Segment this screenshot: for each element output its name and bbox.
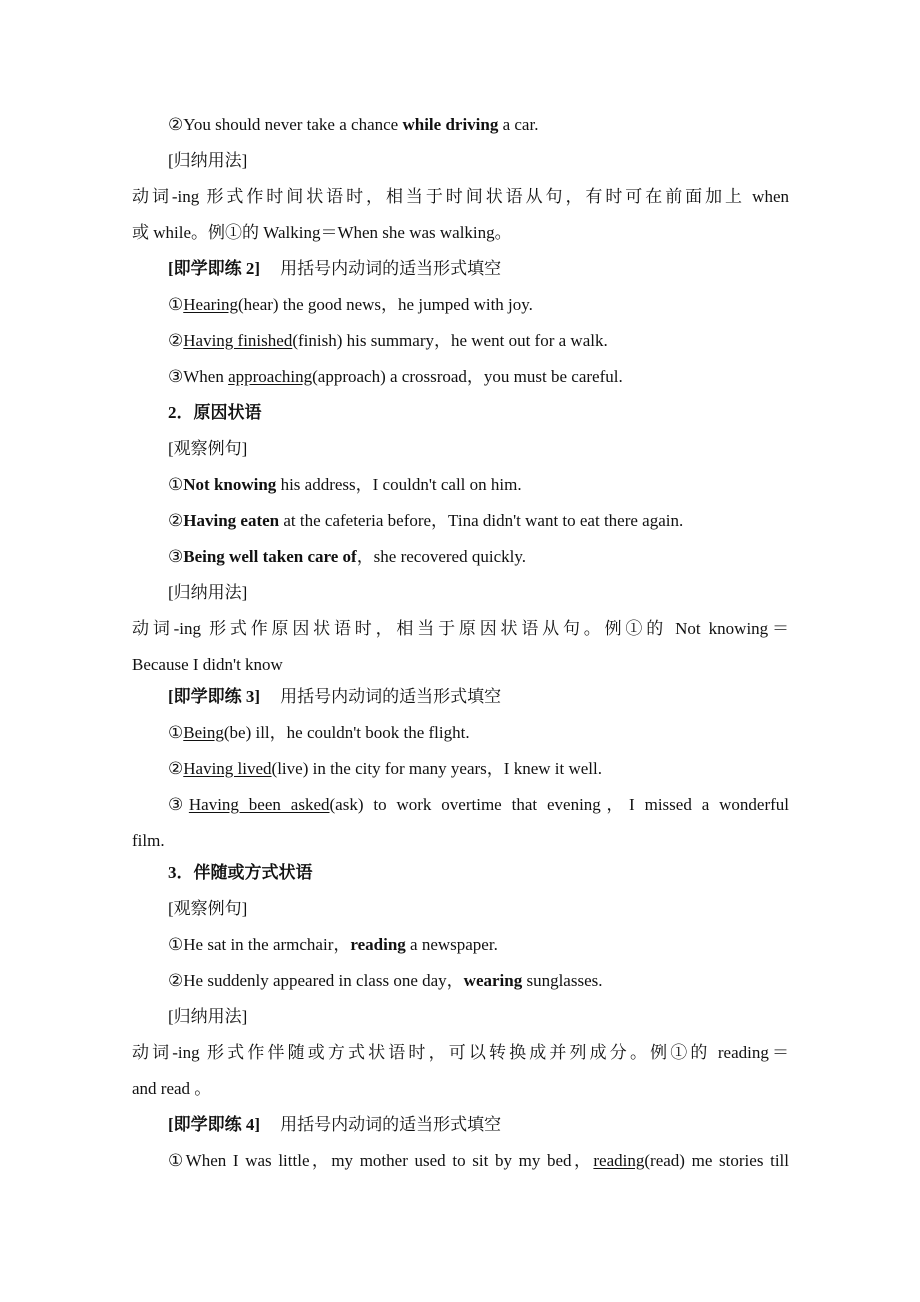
key-phrase: while driving [402, 115, 499, 134]
practice-tag: [即学即练 3] [168, 687, 261, 706]
practice-item: ③Having been asked(ask) to work overtime that evening，I missed a wonderful [168, 795, 790, 814]
practice-header: [即学即练 3] 用括号内动词的适当形式填空 [168, 687, 502, 706]
example-sentence: ①He sat in the armchair，reading a newspaper. [168, 935, 498, 954]
example-sentence: ③Being well taken care of，she recovered quickly. [168, 547, 526, 566]
example-sentence: ②He suddenly appeared in class one day，wearing sunglasses. [168, 971, 603, 990]
rule-text: 动词-ing 形式作原因状语时，相当于原因状语从句。例①的 Not knowing＝ [132, 619, 789, 638]
section-label: [归纳用法] [168, 583, 248, 602]
section-heading: 2．原因状语 [168, 403, 262, 422]
section-label: [观察例句] [168, 899, 248, 918]
rule-text: 动词-ing 形式作伴随或方式状语时，可以转换成并列成分。例①的 reading＝ [132, 1043, 789, 1062]
key-phrase: Having eaten [183, 511, 280, 530]
practice-item: ①Being(be) ill，he couldn't book the flight. [168, 723, 470, 742]
key-phrase: reading [350, 935, 406, 954]
key-phrase: Being well taken care of [183, 547, 357, 566]
example-sentence: ②You should never take a chance while driving a car. [168, 115, 539, 134]
answer-blank: Hearing [183, 295, 239, 314]
key-phrase: wearing [463, 971, 523, 990]
section-label: [归纳用法] [168, 151, 248, 170]
rule-text: and read 。 [132, 1079, 212, 1098]
answer-blank: Having finished [183, 331, 293, 350]
practice-tag: [即学即练 2] [168, 259, 261, 278]
practice-header: [即学即练 2] 用括号内动词的适当形式填空 [168, 259, 502, 278]
section-heading: 3．伴随或方式状语 [168, 863, 313, 882]
answer-blank: Being [183, 723, 224, 742]
rule-text: 或 while。例①的 Walking＝When she was walking。 [132, 223, 512, 242]
practice-tag: [即学即练 4] [168, 1115, 261, 1134]
answer-blank: approaching [228, 367, 313, 386]
section-label: [观察例句] [168, 439, 248, 458]
practice-item: ①Hearing(hear) the good news，he jumped with joy. [168, 295, 533, 314]
answer-blank: Having lived [183, 759, 272, 778]
rule-text: Because I didn't know [132, 655, 283, 674]
practice-item: ②Having finished(finish) his summary，he went out for a walk. [168, 331, 608, 350]
answer-blank: Having been asked [188, 795, 330, 814]
practice-item-continuation: film. [132, 831, 165, 850]
practice-header: [即学即练 4] 用括号内动词的适当形式填空 [168, 1115, 502, 1134]
practice-item: ③When approaching(approach) a crossroad，you must be careful. [168, 367, 623, 386]
answer-blank: reading [593, 1151, 645, 1170]
key-phrase: Not knowing [183, 475, 277, 494]
practice-item: ①When I was little，my mother used to sit by my bed，reading(read) me stories till [168, 1151, 789, 1170]
section-label: [归纳用法] [168, 1007, 248, 1026]
practice-item: ②Having lived(live) in the city for many years，I knew it well. [168, 759, 603, 778]
example-sentence: ①Not knowing his address，I couldn't call on him. [168, 475, 522, 494]
rule-text: 动词-ing 形式作时间状语时，相当于时间状语从句，有时可在前面加上 when [132, 187, 789, 206]
example-sentence: ②Having eaten at the cafeteria before，Tina didn't want to eat there again. [168, 511, 684, 530]
